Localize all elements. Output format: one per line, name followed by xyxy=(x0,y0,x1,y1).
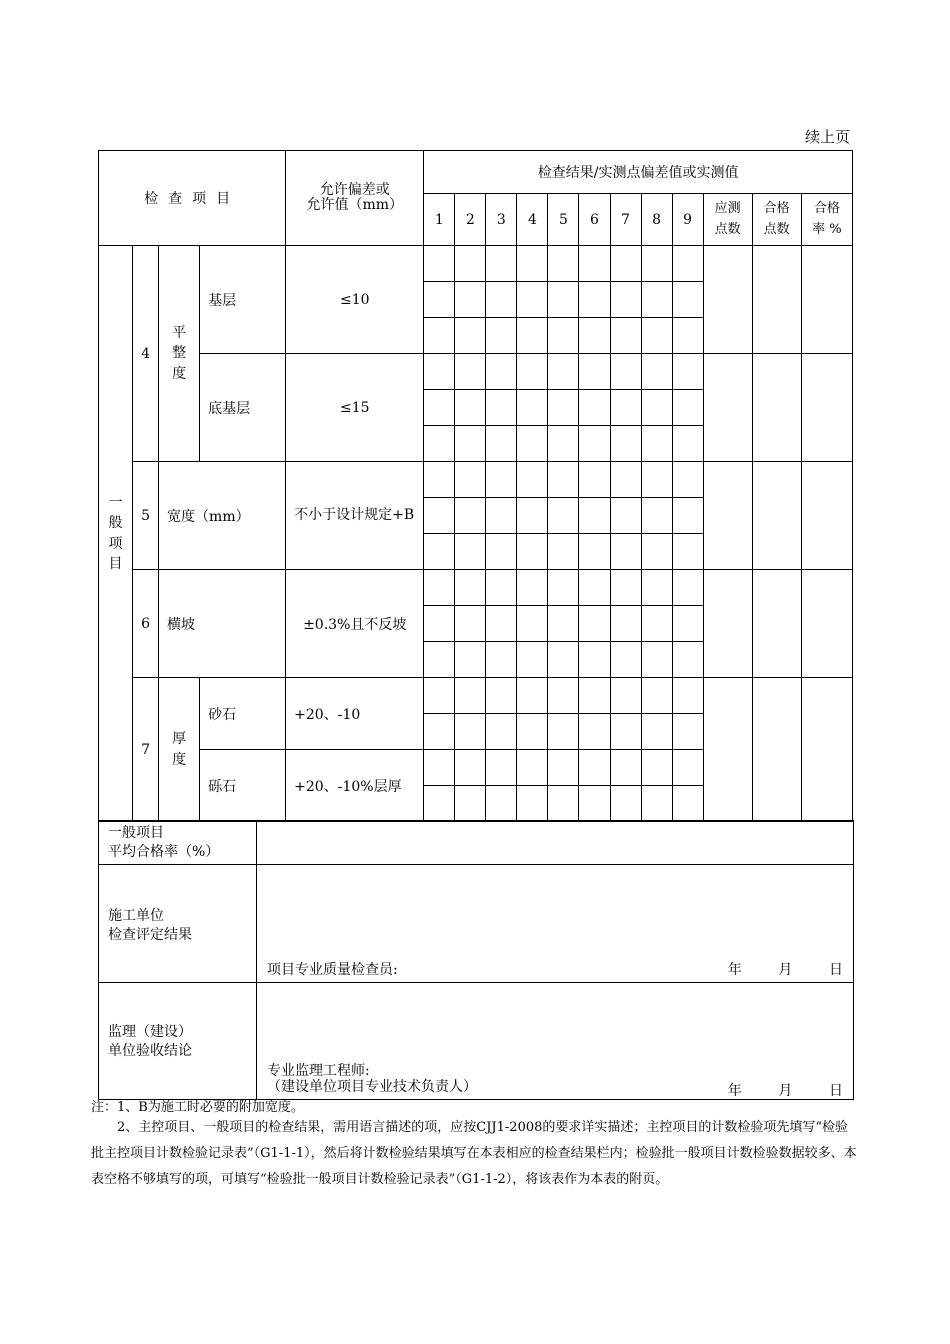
avg-rate-label: 一般项目 平均合格率（%） xyxy=(99,821,257,865)
avg-rate-value[interactable] xyxy=(257,821,854,865)
note-1: 注：1、B为施工时必要的附加宽度。 xyxy=(91,1100,304,1115)
header-point-7: 7 xyxy=(610,194,641,246)
construction-label: 施工单位 检查评定结果 xyxy=(99,865,257,983)
header-check-item: 检查项目 xyxy=(99,151,286,246)
supervision-result[interactable] xyxy=(257,983,854,1100)
supervision-date: 年 月 日 xyxy=(727,1082,843,1099)
note-2: 2、主控项目、一般项目的检查结果，需用语言描述的项，应按CJJ1-2008的要求详实描述；主控项目的计数检验项先填写“检验批主控项目计数检验记录表”（G1-1-1），然后将计数检验结果填写在本表相应的检查结果栏内；检验批一般项目计数检验数据较多、本表空格不够填写的项，可填写“检验批一般项目计数检验记录表”（G1-1-2），将该表作为本表的附页。 xyxy=(91,1120,857,1187)
item-4-sub1-name: 基层 xyxy=(200,246,286,354)
item-6-name: 横坡 xyxy=(159,570,286,678)
item-7-sub2-tolerance: +20、-10%层厚 xyxy=(286,750,424,822)
header-results: 检查结果/实测点偏差值或实测值 xyxy=(424,151,853,194)
item-6-tolerance: ±0.3%且不反坡 xyxy=(286,570,424,678)
item-4-sub1-tolerance: ≤10 xyxy=(286,246,424,354)
item-7-name: 厚度 xyxy=(159,678,200,822)
construction-inspector-label: 项目专业质量检查员: xyxy=(267,962,398,978)
item-4-number: 4 xyxy=(133,246,159,462)
item-5-name: 宽度（mm） xyxy=(159,462,286,570)
continued-label: 续上页 xyxy=(804,128,850,146)
item-7-number: 7 xyxy=(133,678,159,822)
header-qualified-points: 合格 点数 xyxy=(752,194,801,246)
supervision-engineer-label: 专业监理工程师: xyxy=(267,1063,370,1079)
summary-table xyxy=(98,820,854,1100)
header-point-9: 9 xyxy=(672,194,703,246)
supervision-label: 监理（建设） 单位验收结论 xyxy=(99,983,257,1100)
supervision-owner-label: （建设单位项目专业技术负责人） xyxy=(267,1079,477,1096)
item-5-number: 5 xyxy=(133,462,159,570)
inspection-table xyxy=(98,150,853,822)
header-tolerance: 允许偏差或 允许值（mm） xyxy=(286,151,424,246)
construction-result[interactable] xyxy=(257,865,854,983)
item-4-sub2-name: 底基层 xyxy=(200,354,286,462)
item-7-sub1-name: 砂石 xyxy=(200,678,286,750)
construction-date: 年 月 日 xyxy=(727,962,843,978)
header-should-measure: 应测 点数 xyxy=(703,194,752,246)
item-4-sub2-tolerance: ≤15 xyxy=(286,354,424,462)
header-point-2: 2 xyxy=(455,194,486,246)
item-4-name: 平整度 xyxy=(159,246,200,462)
header-point-8: 8 xyxy=(641,194,672,246)
header-point-4: 4 xyxy=(517,194,548,246)
header-qualified-rate: 合格 率 % xyxy=(801,194,852,246)
group-label: 一般项目 xyxy=(99,246,133,822)
notes xyxy=(91,1101,861,1193)
header-point-1: 1 xyxy=(424,194,455,246)
item-5-tolerance: 不小于设计规定+B xyxy=(286,462,424,570)
header-point-5: 5 xyxy=(548,194,579,246)
header-point-3: 3 xyxy=(486,194,517,246)
header-point-6: 6 xyxy=(579,194,610,246)
item-7-sub1-tolerance: +20、-10 xyxy=(286,678,424,750)
item-6-number: 6 xyxy=(133,570,159,678)
item-7-sub2-name: 砾石 xyxy=(200,750,286,822)
